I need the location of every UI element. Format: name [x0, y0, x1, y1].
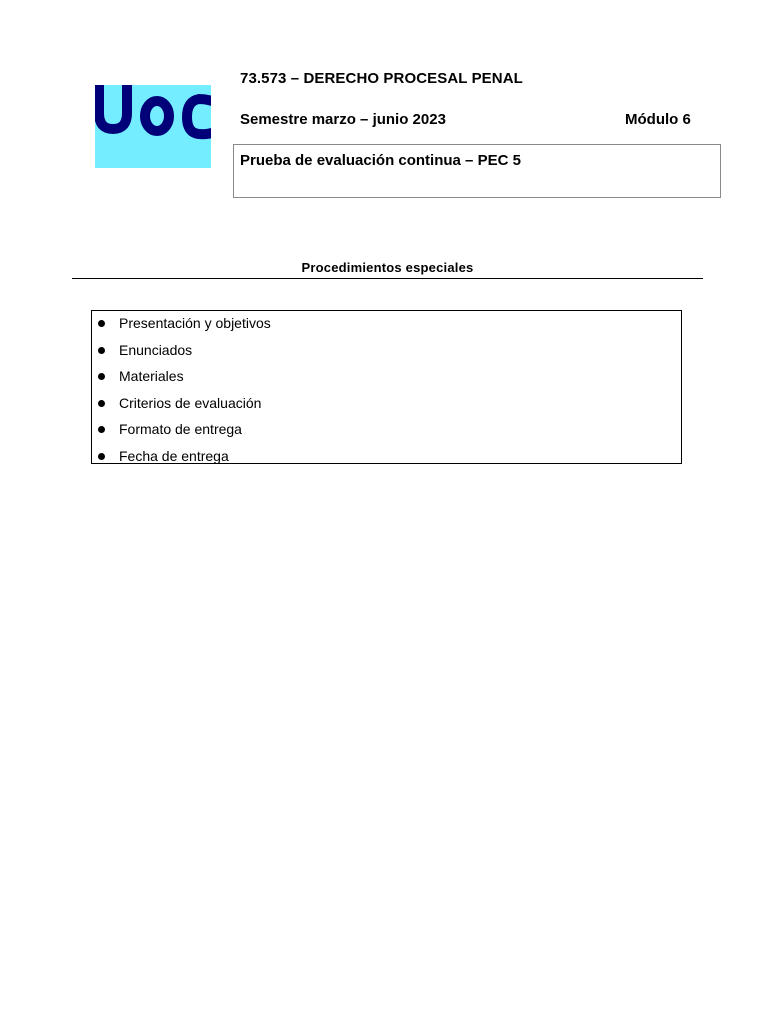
toc-item-label: Fecha de entrega — [119, 447, 229, 464]
course-title: 73.573 – DERECHO PROCESAL PENAL — [240, 70, 523, 87]
semester-label: Semestre marzo – junio 2023 — [240, 111, 446, 128]
section-title: Procedimientos especiales — [301, 260, 474, 275]
bullet-icon — [98, 426, 105, 433]
pec-title-box — [233, 144, 721, 198]
toc-item-label: Criterios de evaluación — [119, 394, 262, 411]
bullet-icon — [98, 453, 105, 460]
toc-item-label: Presentación y objetivos — [119, 315, 271, 331]
table-of-contents — [91, 310, 682, 464]
bullet-icon — [98, 373, 105, 380]
bullet-icon — [98, 347, 105, 354]
section-divider — [72, 278, 703, 279]
bullet-icon — [98, 320, 105, 327]
bullet-icon — [98, 400, 105, 407]
pec-title: Prueba de evaluación continua – PEC 5 — [240, 152, 521, 169]
toc-item-label: Materiales — [119, 368, 184, 385]
toc-item-label: Enunciados — [119, 341, 193, 358]
toc-item-label: Formato de entrega — [119, 421, 242, 438]
module-label: Módulo 6 — [625, 111, 691, 128]
uoc-logo — [95, 85, 211, 168]
uoc-logo-icon — [95, 85, 211, 168]
